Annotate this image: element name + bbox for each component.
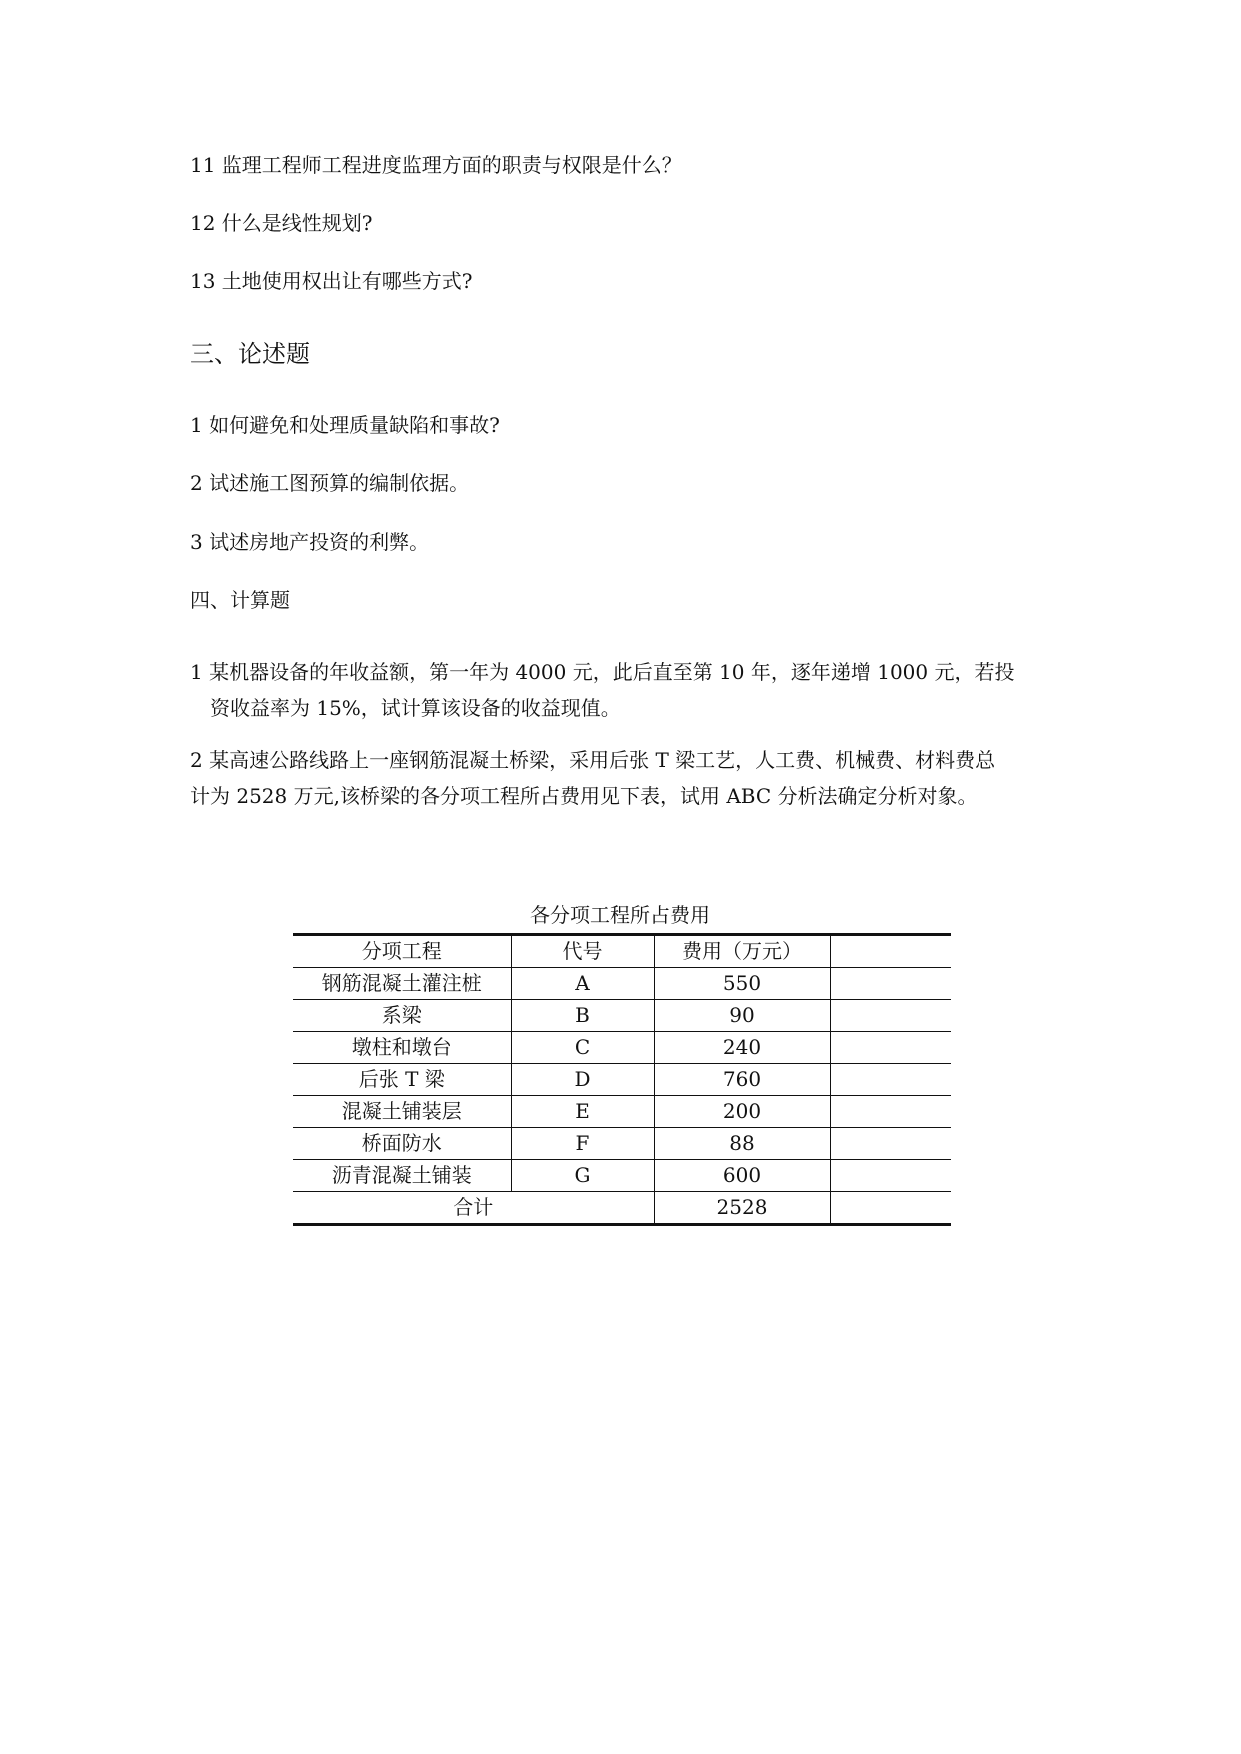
cell-code: E <box>511 1096 654 1128</box>
calc-question-1-line-2: 资收益率为 15%，试计算该设备的收益现值。 <box>210 696 621 720</box>
cell-item: 混凝土铺装层 <box>293 1096 511 1128</box>
cell-code: A <box>511 968 654 1000</box>
cell-extra <box>830 1128 951 1160</box>
header-item: 分项工程 <box>293 935 511 968</box>
cell-cost: 600 <box>654 1160 830 1192</box>
section-3-heading: 三、论述题 <box>190 340 310 368</box>
cell-item: 墩柱和墩台 <box>293 1032 511 1064</box>
cell-code: B <box>511 1000 654 1032</box>
cell-extra <box>830 1096 951 1128</box>
cell-extra <box>830 1000 951 1032</box>
question-11: 11 监理工程师工程进度监理方面的职责与权限是什么？ <box>190 153 682 177</box>
essay-question-3: 3 试述房地产投资的利弊。 <box>190 530 430 554</box>
table-row <box>293 968 951 1000</box>
cell-item: 沥青混凝土铺装 <box>293 1160 511 1192</box>
cell-code: C <box>511 1032 654 1064</box>
total-extra <box>830 1192 951 1225</box>
table-row <box>293 1160 951 1192</box>
cell-item: 桥面防水 <box>293 1128 511 1160</box>
header-extra <box>830 935 951 968</box>
cell-item: 钢筋混凝土灌注桩 <box>293 968 511 1000</box>
cell-code: F <box>511 1128 654 1160</box>
calc-question-1 <box>190 654 1060 726</box>
cell-code: G <box>511 1160 654 1192</box>
table-total-row <box>293 1192 951 1225</box>
header-cost: 费用（万元） <box>654 935 830 968</box>
question-13: 13 土地使用权出让有哪些方式? <box>190 269 473 293</box>
calc-question-2-line-2: 计为 2528 万元,该桥梁的各分项工程所占费用见下表，试用 ABC 分析法确定分析对象。 <box>190 784 978 808</box>
table-row <box>293 1032 951 1064</box>
header-code: 代号 <box>511 935 654 968</box>
table-header-row <box>293 935 951 968</box>
cell-extra <box>830 1064 951 1096</box>
cell-cost: 88 <box>654 1128 830 1160</box>
cell-item: 后张 T 梁 <box>293 1064 511 1096</box>
total-cost: 2528 <box>654 1192 830 1225</box>
cell-code: D <box>511 1064 654 1096</box>
table-row <box>293 1000 951 1032</box>
total-label: 合计 <box>293 1192 654 1225</box>
cell-item: 系梁 <box>293 1000 511 1032</box>
cell-extra <box>830 1160 951 1192</box>
cost-table <box>293 933 951 1226</box>
cell-cost: 550 <box>654 968 830 1000</box>
section-4-heading: 四、计算题 <box>190 588 290 612</box>
cell-cost: 760 <box>654 1064 830 1096</box>
table-row <box>293 1064 951 1096</box>
cell-cost: 200 <box>654 1096 830 1128</box>
table-row <box>293 1096 951 1128</box>
cell-cost: 240 <box>654 1032 830 1064</box>
calc-question-1-line-1: 1 某机器设备的年收益额，第一年为 4000 元，此后直至第 10 年，逐年递增 1000 元，若投 <box>190 660 1015 684</box>
question-12: 12 什么是线性规划? <box>190 211 373 235</box>
essay-question-2: 2 试述施工图预算的编制依据。 <box>190 471 470 495</box>
calc-question-2-line-1: 2 某高速公路线路上一座钢筋混凝土桥梁，采用后张 T 梁工艺，人工费、机械费、材料费总 <box>190 748 996 772</box>
cell-extra <box>830 968 951 1000</box>
calc-question-2 <box>190 742 1060 814</box>
table-caption: 各分项工程所占费用 <box>530 903 710 927</box>
cell-extra <box>830 1032 951 1064</box>
cell-cost: 90 <box>654 1000 830 1032</box>
table-row <box>293 1128 951 1160</box>
essay-question-1: 1 如何避免和处理质量缺陷和事故? <box>190 413 500 437</box>
